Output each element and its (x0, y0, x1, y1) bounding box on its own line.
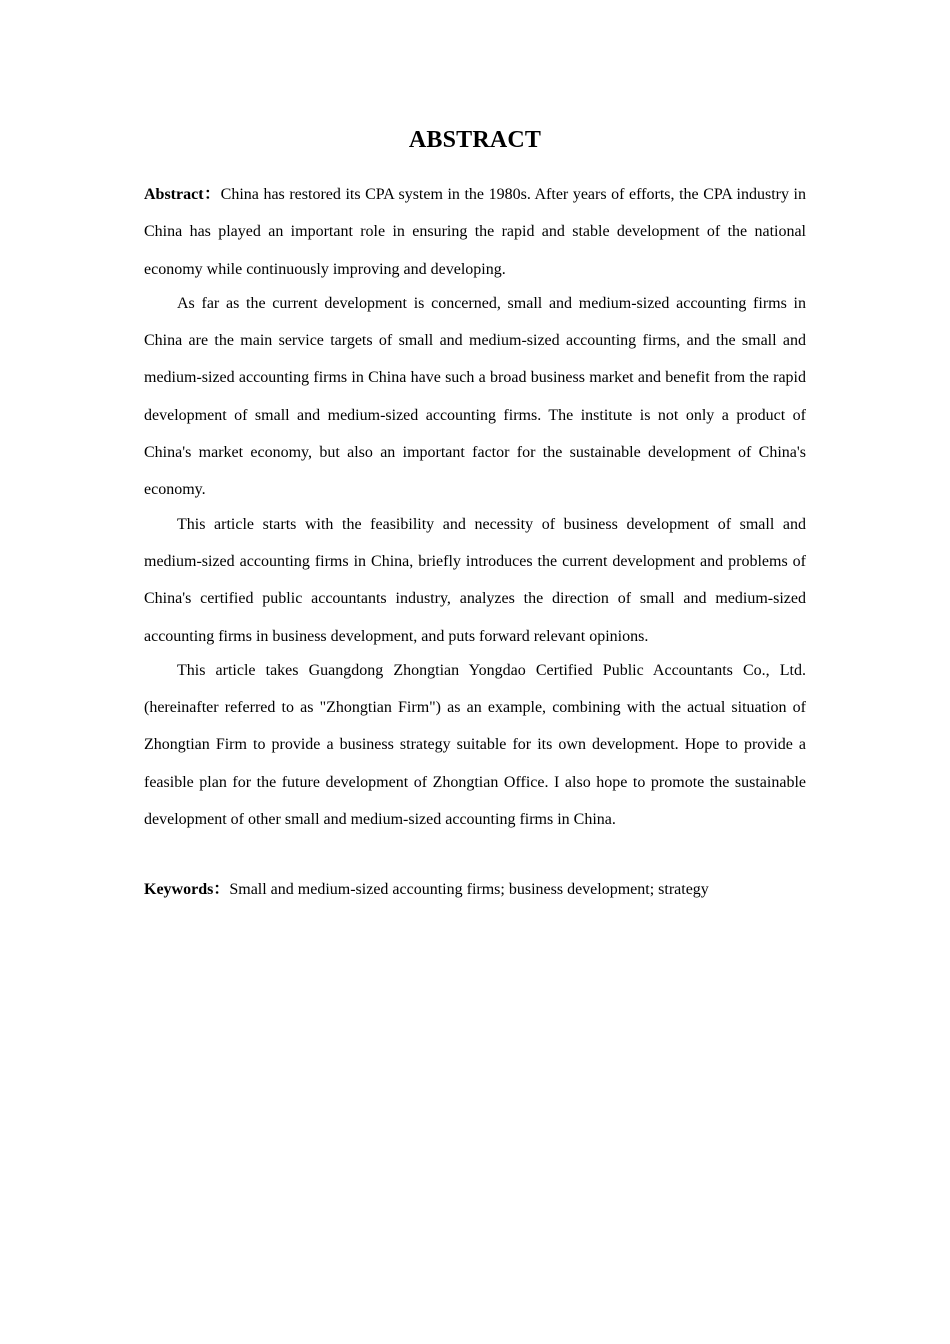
body-paragraph-1: As far as the current development is concerned, small and medium-sized accounting firms in China are the main service targets of small and medium-sized accounting firms, and the small and medium-sized accounting firms in China have such a broad business market and benefit from the rapid development of small and medium-sized accounting firms. The institute is not only a product of China's market economy, but also an important factor for the sustainable development of China's economy. (144, 294, 806, 499)
keywords-text: Small and medium-sized accounting firms; business development; strategy (229, 881, 709, 899)
keywords-line (144, 871, 806, 908)
abstract-label: Abstract： (144, 186, 221, 203)
page-title: ABSTRACT (408, 127, 542, 153)
body-paragraph-3: This article takes Guangdong Zhongtian Yongdao Certified Public Accountants Co., Ltd. (hereinafter referred to as "Zhongtian Firm") as an example, combining with the actual situation of Zhongtian Firm to provide a business strategy suitable for its own development. Hope to provide a feasible plan for the future development of Zhongtian Office. I also hope to promote the sustainable development of other small and medium-sized accounting firms in China. (144, 661, 806, 829)
abstract-paragraph (144, 176, 806, 288)
abstract-page (144, 122, 806, 924)
body-paragraph-2: This article starts with the feasibility and necessity of business development of small and medium-sized accounting firms in China, briefly introduces the current development and problems of China's certified public accountants industry, analyzes the direction of small and medium-sized accounting firms in business development, and puts forward relevant opinions. (144, 515, 806, 645)
keywords-label: Keywords： (144, 881, 230, 899)
abstract-text: China has restored its CPA system in the 1980s. After years of efforts, the CPA industry in China has played an important role in ensuring the rapid and stable development of the national economy while continuously improving and developing. (144, 186, 806, 278)
